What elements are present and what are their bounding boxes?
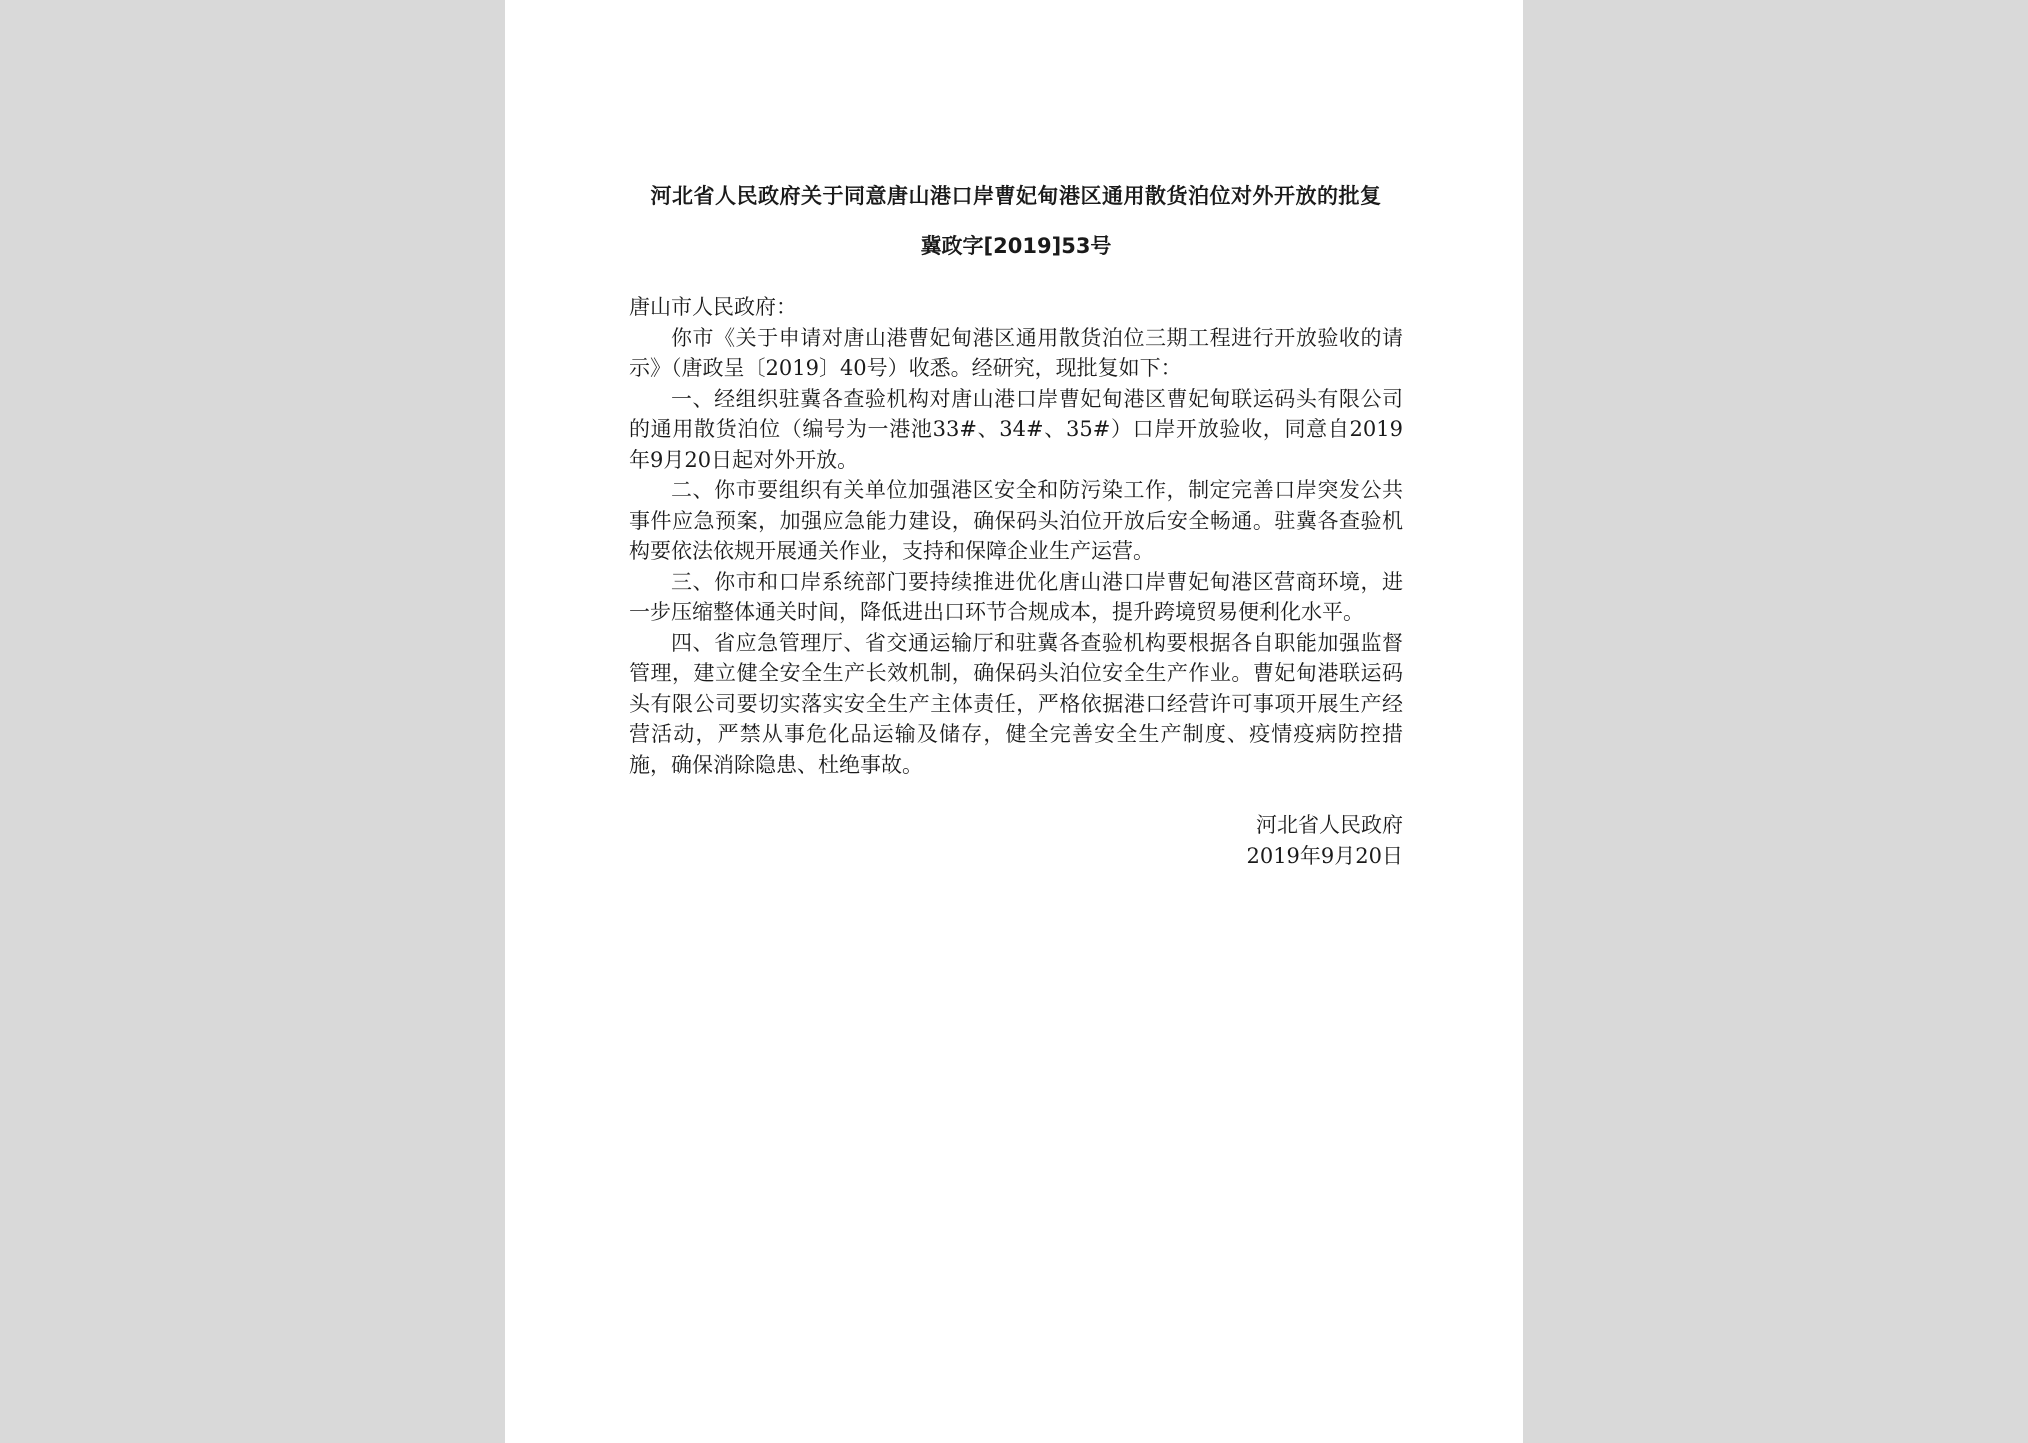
paragraph-item-4: 四、省应急管理厅、省交通运输厅和驻冀各查验机构要根据各自职能加强监督管理，建立健全安全生产长效机制，确保码头泊位安全生产作业。曹妃甸港联运码头有限公司要切实落实安全生产主体责任，严格依据港口经营许可事项开展生产经营活动，严禁从事危化品运输及储存，健全完善安全生产制度、疫情疫病防控措施，确保消除隐患、杜绝事故。 — [629, 630, 1403, 777]
document-content — [629, 180, 1403, 872]
document-title: 河北省人民政府关于同意唐山港口岸曹妃甸港区通用散货泊位对外开放的批复 — [650, 184, 1382, 208]
paragraph-item-3: 三、你市和口岸系统部门要持续推进优化唐山港口岸曹妃甸港区营商环境，进一步压缩整体通关时间，降低进出口环节合规成本，提升跨境贸易便利化水平。 — [629, 569, 1403, 624]
paragraph-intro: 你市《关于申请对唐山港曹妃甸港区通用散货泊位三期工程进行开放验收的请示》（唐政呈〔2019〕40号）收悉。经研究，现批复如下： — [629, 325, 1403, 380]
signature-date: 2019年9月20日 — [1246, 844, 1403, 868]
signature-issuer: 河北省人民政府 — [1256, 813, 1403, 837]
paragraph-item-1: 一、经组织驻冀各查验机构对唐山港口岸曹妃甸港区曹妃甸联运码头有限公司的通用散货泊位（编号为一港池33#、34#、35#）口岸开放验收，同意自2019年9月20日起对外开放。 — [629, 386, 1403, 472]
salutation: 唐山市人民政府： — [629, 295, 797, 319]
signature-block — [629, 810, 1403, 872]
document-page — [505, 0, 1523, 1443]
document-number: 冀政字[2019]53号 — [920, 234, 1112, 258]
document-body — [629, 292, 1403, 780]
paragraph-item-2: 二、你市要组织有关单位加强港区安全和防污染工作，制定完善口岸突发公共事件应急预案，加强应急能力建设，确保码头泊位开放后安全畅通。驻冀各查验机构要依法依规开展通关作业，支持和保障企业生产运营。 — [629, 478, 1403, 563]
